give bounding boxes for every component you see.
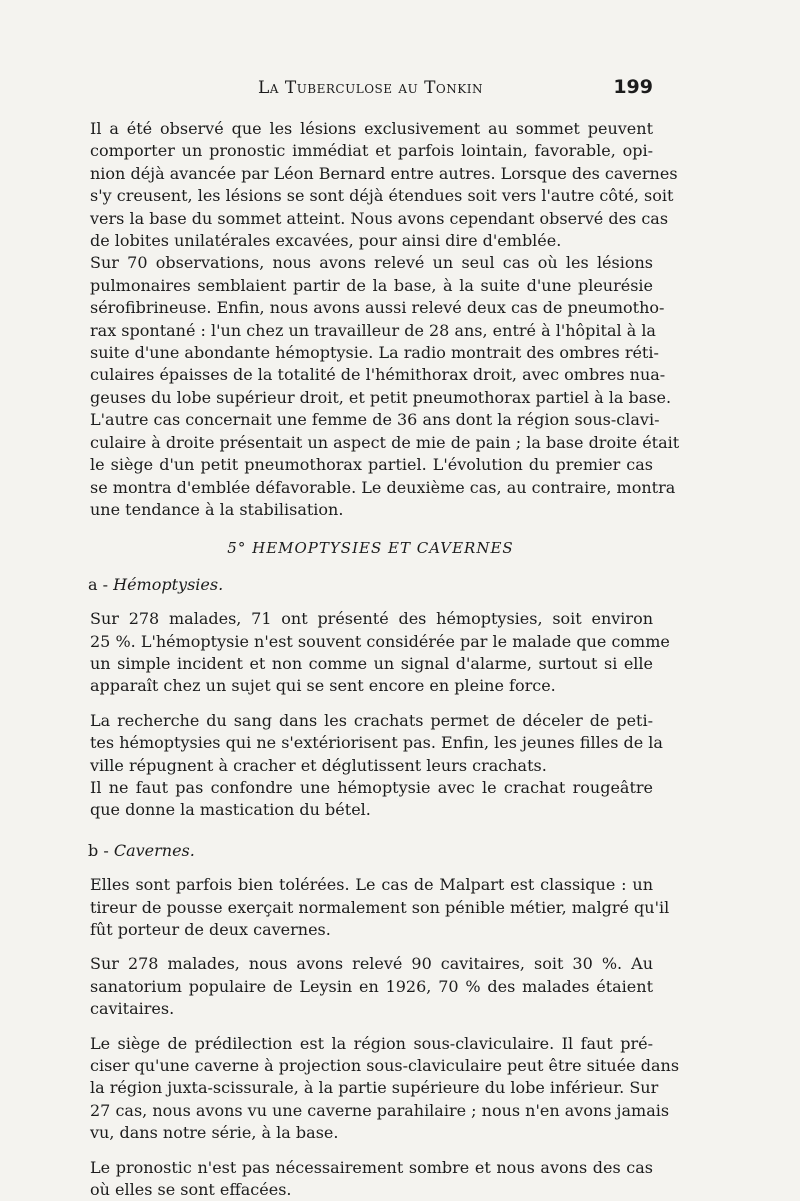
text-line: un simple incident et non comme un signal d'alarme, surtout si elle [90,653,653,673]
text-line: Sur 278 malades, nous avons relevé 90 cavitaires, soit 30 %. Au [90,954,653,974]
paragraph-hemoptysies-stats [88,608,670,698]
text-line: de lobites unilatérales excavées, pour ainsi dire d'emblée. [90,231,562,251]
subheading-hemoptysies [88,574,653,596]
text-line: culaire à droite présentait un aspect de mie de pain ; la base droite était [90,432,680,452]
text-line: pulmonaires semblaient partir de la base, à la suite d'une pleurésie [90,275,653,295]
subheading-label: a - [88,574,114,594]
text-line: vers la base du sommet atteint. Nous avons cependant observé des cas [90,208,669,228]
text-line: La recherche du sang dans les crachats permet de déceler de peti- [90,710,653,730]
text-line: s'y creusent, les lésions se sont déjà étendues soit vers l'autre côté, soit [90,186,674,206]
text-line: une tendance à la stabilisation. [90,499,344,519]
section-heading: 5° HEMOPTYSIES ET CAVERNES [227,539,514,558]
text-line: nion déjà avancée par Léon Bernard entre autres. Lorsque des cavernes [90,163,678,183]
text-line: 25 %. L'hémoptysie n'est souvent considérée par le malade que comme [90,631,670,651]
text-line: que donne la mastication du bétel. [90,800,371,820]
text-line: où elles se sont effacées. [90,1180,292,1200]
text-line: culaires épaisses de la totalité de l'hémithorax droit, avec ombres nua- [90,365,666,385]
paragraph-pneumothorax [88,252,680,521]
text-line: Il ne faut pas confondre une hémoptysie avec le crachat rougeâtre [90,777,653,797]
text-line: comporter un pronostic immédiat et parfois lointain, favorable, opi- [90,141,653,161]
paragraph-pronostic [88,1157,653,1201]
running-title: La Tuberculose au Tonkin [258,78,483,98]
text-line: Sur 70 observations, nous avons relevé un seul cas où les lésions [90,253,653,273]
text-line: se montra d'emblée défavorable. Le deuxième cas, au contraire, montra [90,477,676,497]
text-line: Il a été observé que les lésions exclusivement au sommet peuvent [90,119,653,138]
text-line: L'autre cas concernait une femme de 36 ans dont la région sous-clavi- [90,410,660,430]
subheading-title: Hémoptysies. [113,574,224,594]
subheading-title: Cavernes. [113,840,195,860]
paragraph-lesions-sommet [88,118,678,252]
text-line: ciser qu'une caverne à projection sous-claviculaire peut être située dans [90,1056,680,1076]
text-line: rax spontané : l'un chez un travailleur de 28 ans, entré à l'hôpital à la [90,320,656,340]
text-line: 27 cas, nous avons vu une caverne parahilaire ; nous n'en avons jamais [90,1100,670,1120]
running-head [88,78,653,104]
text-line: ville répugnent à cracher et déglutissent leurs crachats. [90,755,547,775]
text-line: la région juxta-scissurale, à la partie supérieure du lobe inférieur. Sur [90,1078,659,1098]
paragraph-cavernes-tolerees [88,874,670,941]
text-line: Le siège de prédilection est la région sous-claviculaire. Il faut pré- [90,1033,653,1053]
page-number: 199 [613,76,653,98]
subheading-label: b - [88,840,114,860]
text-line: apparaît chez un sujet qui se sent encore en pleine force. [90,676,556,696]
text-line: sérofibrineuse. Enfin, nous avons aussi relevé deux cas de pneumotho- [90,298,665,318]
text-line: vu, dans notre série, à la base. [90,1123,339,1143]
text-line: Elles sont parfois bien tolérées. Le cas de Malpart est classique : un [90,875,653,895]
text-line: le siège d'un petit pneumothorax partiel. L'évolution du premier cas [90,455,653,475]
text-line: fût porteur de deux cavernes. [90,920,331,939]
text-line: tes hémoptysies qui ne s'extériorisent pas. Enfin, les jeunes filles de la [90,733,663,753]
text-line: tireur de pousse exerçait normalement son pénible métier, malgré qu'il [90,897,670,917]
paragraph-cavitaires-stats [88,953,653,1020]
text-line: sanatorium populaire de Leysin en 1926, 70 % des malades étaient [90,976,653,996]
subheading-cavernes [88,840,653,862]
body-text [88,118,680,1201]
text-line: suite d'une abondante hémoptysie. La radio montrait des ombres réti- [90,343,659,363]
text-line: geuses du lobe supérieur droit, et petit pneumothorax partiel à la base. [90,387,672,407]
text-line: Sur 278 malades, 71 ont présenté des hémoptysies, soit environ [90,609,653,629]
paragraph-siege-predilection [88,1033,680,1145]
paragraph-betel [88,777,653,822]
text-line: cavitaires. [90,999,175,1019]
text-line: Le pronostic n'est pas nécessairement sombre et nous avons des cas [90,1157,653,1177]
paragraph-recherche-sang [88,710,663,777]
